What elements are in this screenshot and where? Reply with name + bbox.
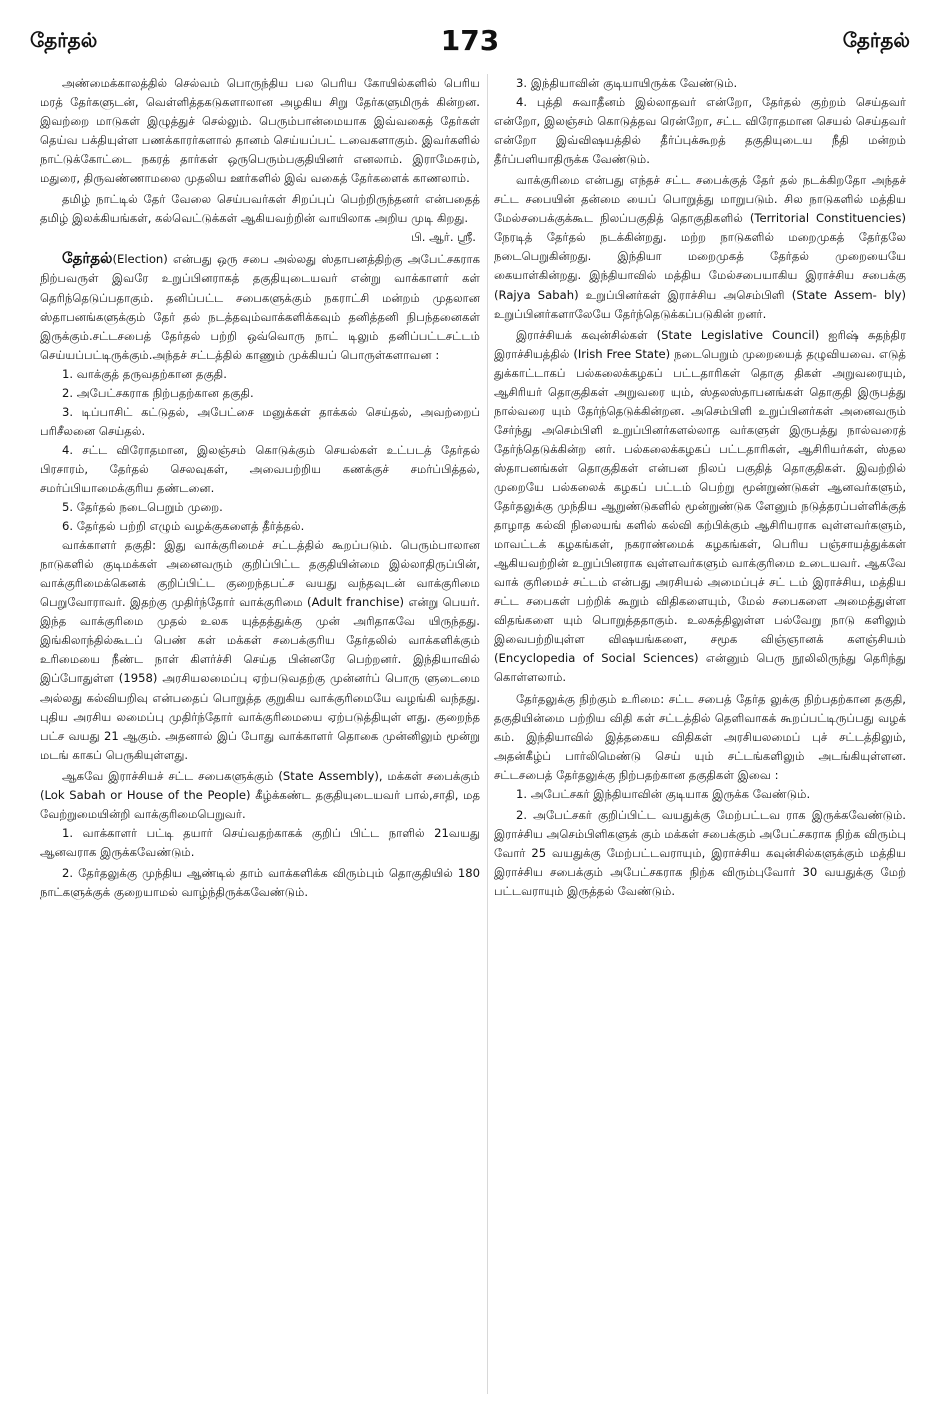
paragraph: தமிழ் நாட்டில் தேர் வேலை செய்பவர்கள் சிறப்புப் பெற்றிருந்தனர் என்பதைத் தமிழ் இலக்கியங்கள், கல்வெட்டுக்கள் ஆகியவற்றின் வாயிலாக அறிய முடி கிறது. xyxy=(40,192,480,226)
list-item: 1. வாக்குத் தருவதற்கான தகுதி. xyxy=(62,366,227,381)
page-number: 173 xyxy=(440,24,500,57)
list-item: 4. புத்தி சுவாதீனம் இல்லாதவர் என்றோ, தேர்தல் குற்றம் செய்தவர் என்றோ, இலஞ்சம் கொடுத்தவ ரென்றோ, சட்ட விரோதமான செயல் செய்தவர் என்றோ இவ்விஷயத்தில் தீர்ப்புக்கூறத் தகுதியுடைய நீதி மன்றம் தீர்ப்பளியாதிருக்க வேண்டும். xyxy=(494,95,906,167)
entry-headword: தேர்தல் xyxy=(62,249,113,268)
list-item: 4. சட்ட விரோதமான, இலஞ்சம் கொடுக்கும் செயல்கள் உட்படத் தேர்தல் பிரசாரம், தேர்தல் செலவுகள், அவைபற்றிய கணக்குச் சமர்ப்பித்தல், சமர்ப்பியாமைக்குரிய தண்டனை. xyxy=(40,442,480,495)
paragraph: வாக்குரிமை என்பது எந்தச் சட்ட சபைக்குத் தேர் தல் நடக்கிறதோ அந்தச் சட்ட சபையின் தன்மை யைப் பொறுத்து மாறுபடும். சில நாடுகளில் மத்திய மேல்சபைக்குக்கூட நிலப்பகுதித் தொகுதிகளில் (Territorial Constituencies) நேரடித் தேர்தல் நடக்கின்றது. மற்ற நாடுகளில் மறைமுகத் தேர்தலே நடைபெறுகின்றது. இந்தியா மறைமுகத் தேர்தல் முறையையே கையாள்கின்றது. இந்தியாவில் மத்திய மேல்சபையாகிய இராச்சிய சபைக்கு (Rajya Sabah) உறுப்பினர்கள் இராச்சிய அசெம்பிளி (State Assem- bly) உறுப்பினர்களாலேயே தேர்ந்தெடுக்கப்படுகின் றனர். xyxy=(494,173,906,321)
list-item: 1. வாக்காளர் பட்டி தயார் செய்வதற்காகக் குறிப் பிட்ட நாளில் 21வயது ஆனவராக இருக்கவேண்டும். xyxy=(40,825,480,859)
list-item: 6. தேர்தல் பற்றி எழும் வழக்குகளைத் தீர்த்தல். xyxy=(62,519,305,534)
list-item: 2. அபேட்சகர் குறிப்பிட்ட வயதுக்கு மேற்பட்டவ ராக இருக்கவேண்டும். இராச்சிய அசெம்பிளிகளுக் கும் மக்கள் சபைக்கும் அபேட்சகராக நிற்க விரும்பு வோர் 25 வயதுக்கு மேற்பட்டவராயும், இராச்சிய கவுன்சில்களுக்கும் மத்திய இராச்சிய சபைக்கும் அபேட்சகராக நிற்க விரும்புவோர் 30 வயதுக்கு மேற் பட்டவராயும் இருத்தல் வேண்டும். xyxy=(494,807,906,898)
list-item: 5. தேர்தல் நடைபெறும் முறை. xyxy=(62,500,223,515)
entry-text: (Election) என்பது ஒரு சபை அல்லது ஸ்தாபனத்திற்கு அபேட்சகராக நிற்பவருள் இவரே உறுப்பினராகத் தகுதியுடையவர் என்று வாக்காளர் கள் தெரிந்தெடுப்பதாகும். தனிப்பட்ட சபைகளுக்கும் நகராட்சி மன்றம் முதலான ஸ்தாபனங்களுக்கும் தேர் தல் நடத்தவும்வாக்களிக்கவும் தனித்தனி நிபந்தனைகள் இருக்கும்.சட்டசபைத் தேர்தல் பற்றி ஒவ்வொரு நாட் டிலும் தனிப்பட்டசட்டம் செய்யப்பட்டிருக்கும்.அந்தச் சட்டத்தில் காணும் முக்கியப் பொருள்களாவன : xyxy=(40,252,480,362)
list-item: 2. தேர்தலுக்கு முந்திய ஆண்டில் தாம் வாக்களிக்க விரும்பும் தொகுதியில் 180 நாட்களுக்குக் குறையாமல் வாழ்ந்திருக்கவேண்டும். xyxy=(40,865,480,899)
list-item: 3. இந்தியாவின் குடியாயிருக்க வேண்டும். xyxy=(516,76,738,90)
column-divider xyxy=(487,74,488,1394)
list-item: 3. டிப்பாசிட் கட்டுதல், அபேட்சை மனுக்கள் தாக்கல் செய்தல், அவற்றைப் பரிசீலனை செய்தல். xyxy=(40,404,480,438)
author-signature: பி. ஆர். ஸ்ரீ. xyxy=(411,230,476,245)
paragraph: அண்மைக்காலத்தில் செல்வம் பொருந்திய பல பெரிய கோயில்களில் பெரிய மரத் தேர்களுடன், வெள்ளித்தகடுகளாலான அழகிய சிறு தேர்களுமிருக் கின்றன. இவற்றை மாடுகள் இழுத்துச் செல்லும். பெரும்பான்மையாக இவ்வகைத் தேர்கள் தெய்வ பக்தியுள்ள பணக்காரர்களால் தானம் செய்யப்பட் டவைகளாகும். இவர்களில் நாட்டுக்கோட்டை நகரத் தார்கள் ஒருபெரும்பகுதியினர் எனலாம். இராமேசுரம், மதுரை, திருவண்ணாமலை முதலிய ஊர்களில் இவ் வகைத் தேர்களைக் காணலாம். xyxy=(40,76,480,186)
running-head-right: தேர்தல் xyxy=(842,28,910,52)
list-item: 1. அபேட்சகர் இந்தியாவின் குடியாக இருக்க வேண்டும். xyxy=(516,786,811,801)
page-header xyxy=(30,24,910,68)
left-column xyxy=(40,74,480,1414)
paragraph: வாக்காளர் தகுதி: இது வாக்குரிமைச் சட்டத்தில் கூறப்படும். பெரும்பாலான நாடுகளில் குடிமக்கள் அனைவரும் குறிப்பிட்ட தகுதியின்மை இல்லாதிருப்பின், வாக்குரிமைக்கெனக் குறிப்பிட்ட குறைந்தபட்ச வயது வந்தவுடன் வாக்குரிமை பெறுவோராவர். இதற்கு முதிர்ந்தோர் வாக்குரிமை (Adult franchise) என்று பெயர். இந்த வாக்குரிமை முதல் உலக யுத்தத்துக்கு முன் அரிதாகவே யிருந்தது. இங்கிலாந்தில்கூடப் பெண் கள் மக்கள் சபைக்குரிய தேர்தலில் வாக்களிக்கும் உரிமையை நீண்ட நாள் கிளர்ச்சி செய்த பின்னரே பெற்றனர். இந்தியாவில் இப்போதுள்ள (1958) அரசியலமைப்பு ஏற்படுவதற்கு முன்னர்ப் பொரு ளுடைமை அல்லது கல்வியறிவு என்பதைப் பொறுத்த குறுகிய வாக்குரிமையே வழங்கி வந்தது. புதிய அரசிய லமைப்பு முதிர்ந்தோர் வாக்குரிமையை ஏற்படுத்தியுள் ளது. குறைந்த பட்ச வயது 21 ஆகும். அதனால் இப் போது வாக்காளர் தொகை முன்னிலும் மூன்று மடங் காகப் பெருகியுள்ளது. xyxy=(40,538,480,762)
paragraph: இராச்சியக் கவுன்சில்கள் (State Legislative Council) ஐரிஷ் சுதந்திர இராச்சியத்தில் (Irish Free State) நடைபெறும் முறையைத் தழுவியவை. எடுத் துக்காட்டாகப் பல்கலைக்கழகப் பட்டதாரிகள் தொகு திகள் அறுவரையும், ஆசிரியர் தொகுதிகள் அறுவரை யும், ஸ்தலஸ்தாபனங்கள் தொகுதி இருபத்து நால்வரை யும் தேர்ந்தெடுக்கின்றன. அசெம்பிளி உறுப்பினர்கள் அனைவரும் சேர்ந்து அசெம்பிளி உறுப்பினர்களல்லாத வர்களுள் இருபத்து நால்வரைத் தேர்ந்தெடுக்கின்ற னர். பல்கலைக்கழகப் பட்டதாரிகள், ஆசிரியர்கள், ஸ்தல ஸ்தாபனங்கள் தொகுதிகள் என்பன நிலப் பகுதித் தொகுதிகள். இவற்றில் முறையே பல்கலைக் கழகப் பட்டம் பெற்று மூன்றுண்டுகள் ஆனவர்களும், தேர்தலுக்கு முந்திய ஆறுண்டுகளில் மூன்றுண்டுக ளேனும் நடுத்தரப்பள்ளிக்குத் தாழாத கல்வி நிலையங் களில் கல்வி கற்பிக்கும் ஆசிரியராக வுள்ளவர்களும், மாவட்டக் கழகங்கள், நகராண்மைக் கழகங்கள், பெரிய பஞ்சாயத்துக்கள் ஆகியவற்றின் உறுப்பினராக வுள்ளவர்களும் வாக்குரிமை உடையவர். ஆகவே வாக் குரிமைச் சட்டம் என்பது அரசியல் அமைப்புச் சட் டம் இராச்சிய, மத்திய சட்ட சபைகள் பற்றிக் கூறும் விதிகளையும், மேல் சபைகளை அமைத்துள்ள விதங்களை யும் பொறுத்ததாகும். உலகத்திலுள்ள பல்வேறு நாடு களிலும் இவைபற்றியுள்ள விஷயங்களை, சமூக விஞ்ஞானக் களஞ்சியம் (Encyclopedia of Social Sciences) என்னும் பெரு நூலிலிருந்து தெரிந்து கொள்ளலாம். xyxy=(494,327,906,685)
list-item: 2. அபேட்சகராக நிற்பதற்கான தகுதி. xyxy=(62,385,254,400)
paragraph: ஆகவே இராச்சியச் சட்ட சபைகளுக்கும் (State Assembly), மக்கள் சபைக்கும் (Lok Sabah or House of the People) கீழ்க்கண்ட தகுதியுடையவர் பால்,சாதி, மத வேற்றுமையின்றி வாக்குரிமைபெறுவர். xyxy=(40,768,480,821)
entry-paragraph xyxy=(40,249,480,364)
paragraph: தேர்தலுக்கு நிற்கும் உரிமை: சட்ட சபைத் தேர்த லுக்கு நிற்பதற்கான தகுதி, தகுதியின்மை பற்றிய விதி கள் சட்டத்தில் தெளிவாகக் கூறப்பட்டிருப்பது வழக் கம். இந்தியாவில் இத்தகைய விதிகள் அரசியலமைப் புச் சட்டத்திலும், அதன்கீழ்ப் பார்லிமெண்டு செய் யும் சட்டங்களிலும் அடங்கியுள்ளன. சட்டசபைத் தேர்தலுக்கு நிற்பதற்கான தகுதிகள் இவை : xyxy=(494,691,906,782)
right-column xyxy=(494,74,906,1414)
running-head-left: தேர்தல் xyxy=(30,28,98,52)
